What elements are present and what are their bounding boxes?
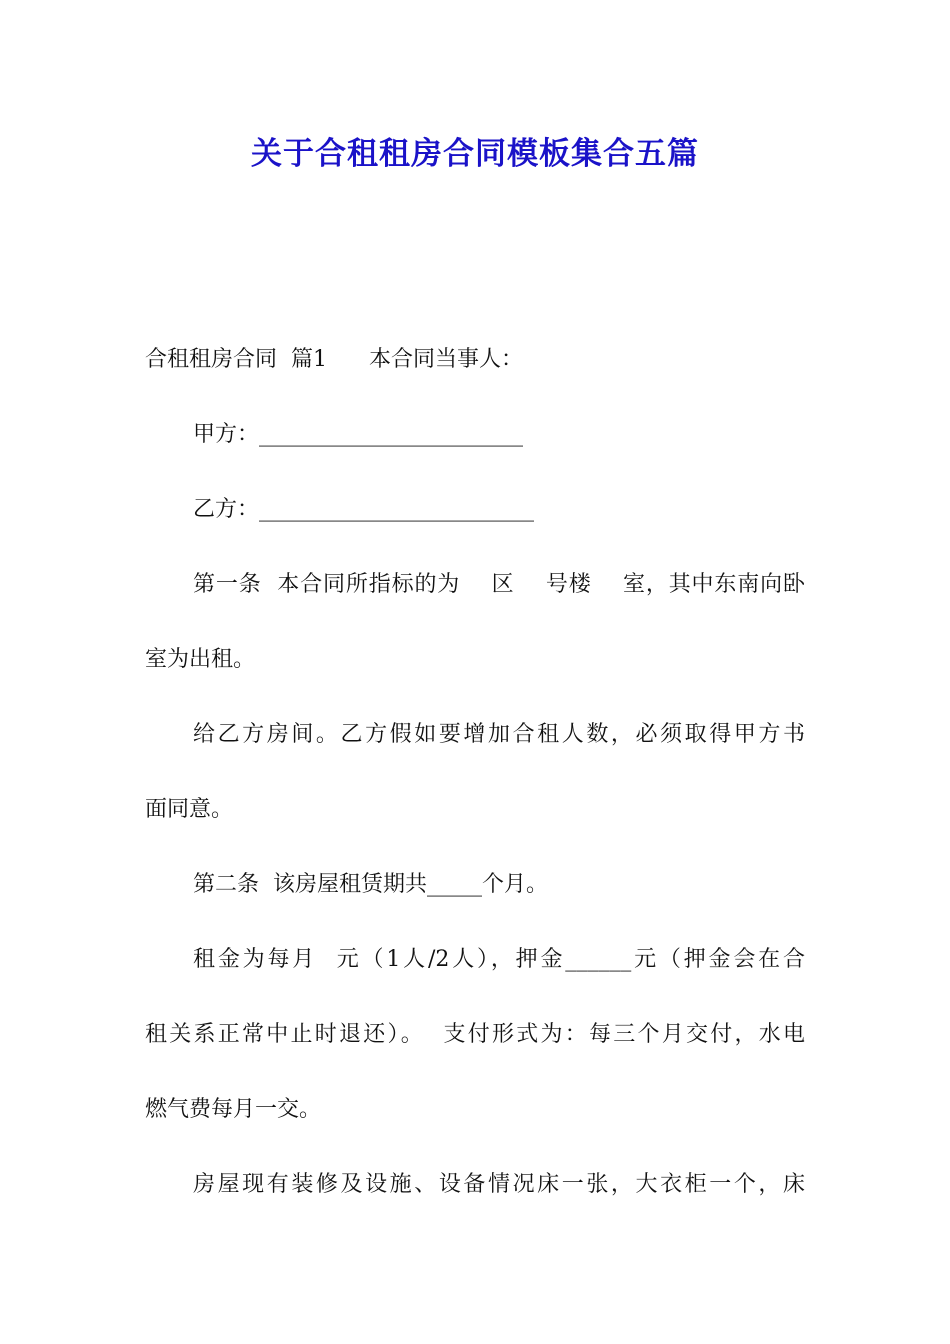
paragraph-cont-line: 面同意。 [145,797,234,822]
contract-heading-line: 合租租房合同 篇1 本合同当事人： [145,347,523,372]
article-one-line: 第一条 本合同所指标的为 区 号楼 室，其中东南向卧 [193,572,805,597]
utilities-line: 燃气费每月一交。 [145,1097,322,1122]
paragraph-line: 给乙方房间。乙方假如要增加合租人数，必须取得甲方书 [193,722,805,747]
party-a-line: 甲方：________________________ [193,422,524,447]
article-one-cont-line: 室为出租。 [145,647,256,672]
rent-line: 租金为每月 元（1人/2人），押金______元（押金会在合 [193,947,805,972]
facilities-line: 房屋现有装修及设施、设备情况床一张，大衣柜一个，床 [193,1172,805,1197]
rent-cont-line: 租关系正常中止时退还）。 支付形式为：每三个月交付，水电 [145,1022,805,1047]
document-title: 关于合租租房合同模板集合五篇 [251,136,699,172]
party-b-line: 乙方：_________________________ [193,497,535,522]
article-two-line: 第二条 该房屋租赁期共_____个月。 [193,872,548,897]
